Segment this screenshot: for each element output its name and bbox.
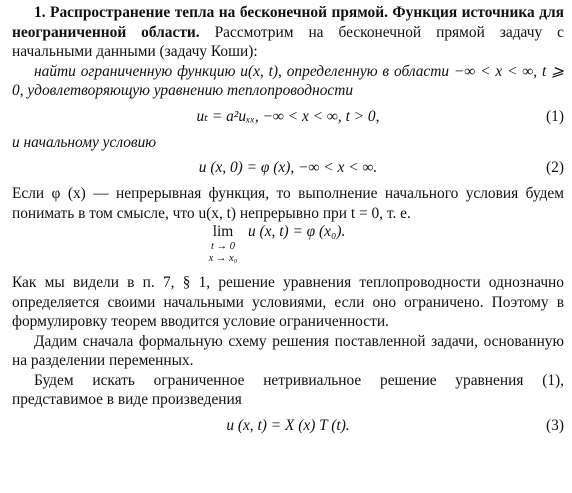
limit-subscript-t: t → 0	[211, 241, 235, 252]
equation-2	[12, 154, 564, 182]
bounded-paragraph: Как мы видели в п. 7, § 1, решение уравнения теплопроводности однозначно определяется своими начальными условиями, если оно ограничено. Поэтому в формулировку теорем вводится условие ограниченности.	[12, 274, 564, 330]
section-heading-paragraph	[12, 3, 564, 62]
equation-1-number: (1)	[546, 107, 564, 125]
limit-expression: u (x, t) = φ (x₀).	[248, 223, 346, 240]
task-statement: найти ограниченную функцию u(x, t), определенную в области −∞ < x < ∞, t ⩾ 0, удовлетворяющую уравнению теплопроводности	[12, 62, 564, 99]
section-intro: Рассмотрим на бесконечной прямой задачу с начальными данными (задачу Коши):	[12, 23, 564, 60]
equation-2-number: (2)	[546, 159, 564, 176]
scheme-paragraph: Дадим сначала формальную схему решения поставленной задачи, основанную на разделении переменных.	[12, 332, 564, 369]
initial-condition-text: и начальному условию	[12, 133, 157, 151]
equation-3-expression: u (x, t) = X (x) T (t).	[226, 416, 350, 434]
section-title: 1. Распространение тепла на бесконечной прямой. Функция источника для неограниченной области.	[12, 4, 564, 41]
equation-1	[12, 103, 564, 131]
limit-operator	[203, 223, 243, 265]
equation-2-expression: u (x, 0) = φ (x), −∞ < x < ∞.	[198, 159, 378, 176]
limit-word: lim	[212, 223, 234, 240]
continuity-paragraph: Если φ (x) — непрерывная функция, то выполнение начального условия будем понимать в том смысле, что u(x, t) непрерывно при t = 0, т. е.	[12, 185, 564, 222]
product-paragraph: Будем искать ограниченное нетривиальное решение уравнения (1), представимое в виде произведения	[12, 371, 564, 408]
limit-formula	[12, 223, 564, 271]
equation-3	[12, 412, 564, 440]
equation-3-number: (3)	[546, 416, 564, 434]
limit-subscript-x: x → x₀	[208, 253, 238, 264]
equation-1-expression: uₜ = a²uₓₓ, −∞ < x < ∞, t > 0,	[196, 107, 380, 125]
